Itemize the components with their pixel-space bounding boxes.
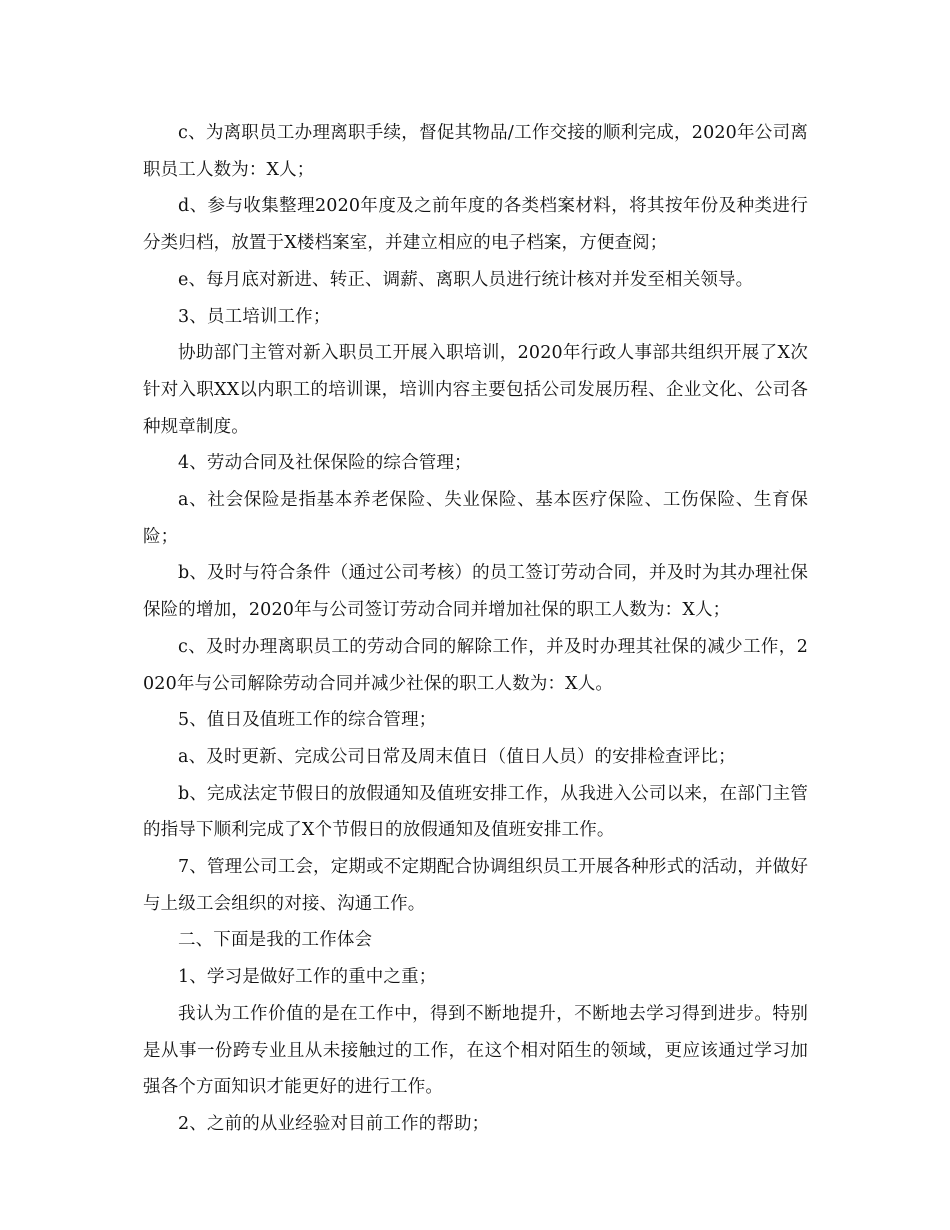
heading-learning-importance: 1、学习是做好工作的重中之重； (178, 967, 437, 988)
paragraph-contract-signing: b、及时与符合条件（通过公司考核）的员工签订劳动合同，并及时为其办理社保保险的增加，2020年与公司签订劳动合同并增加社保的职工人数为：X人； (143, 563, 808, 621)
paragraph-learning-value: 我认为工作价值的是在工作中，得到不断地提升，不断地去学习得到进步。特别是从事一份跨专业且从未接触过的工作，在这个相对陌生的领域，更应该通过学习加强各个方面知识才能更好的进行工作。 (143, 1003, 808, 1098)
document-body (143, 115, 808, 1143)
paragraph-monthly-statistics: e、每月底对新进、转正、调薪、离职人员进行统计核对并发至相关领导。 (178, 269, 754, 290)
paragraph-training-details: 协助部门主管对新入职员工开展入职培训，2020年行政人事部共组织开展了X次针对入职XX以内职工的培训课，培训内容主要包括公司发展历程、企业文化、公司各种规章制度。 (143, 343, 808, 437)
paragraph-holiday-arrangements: b、完成法定节假日的放假通知及值班安排工作，从我进入公司以来，在部门主管的指导下顺利完成了X个节假日的放假通知及值班安排工作。 (143, 783, 808, 841)
paragraph-social-insurance-definition: a、社会保险是指基本养老保险、失业保险、基本医疗保险、工伤保险、生育保险； (143, 490, 808, 547)
heading-prior-experience: 2、之前的从业经验对目前工作的帮助； (178, 1113, 490, 1134)
heading-duty-management: 5、值日及值班工作的综合管理； (178, 710, 437, 731)
heading-work-experience: 二、下面是我的工作体会 (178, 930, 373, 951)
paragraph-contract-termination: c、及时办理离职员工的劳动合同的解除工作，并及时办理其社保的减少工作，2020年与公司解除劳动合同并减少社保的职工人数为：X人。 (143, 636, 808, 694)
paragraph-duty-schedule: a、及时更新、完成公司日常及周末值日（值日人员）的安排检查评比； (178, 746, 736, 767)
paragraph-archive-management: d、参与收集整理2020年度及之前年度的各类档案材料，将其按年份及种类进行分类归档，放置于X楼档案室，并建立相应的电子档案，方便查阅； (143, 196, 808, 254)
heading-employee-training: 3、员工培训工作； (178, 306, 331, 327)
paragraph-resignation-procedures: c、为离职员工办理离职手续，督促其物品/工作交接的顺利完成，2020年公司离职员工人数为：X人； (143, 123, 808, 180)
heading-labor-contract-insurance: 4、劳动合同及社保保险的综合管理； (178, 453, 472, 474)
paragraph-labor-union: 7、管理公司工会，定期或不定期配合协调组织员工开展各种形式的活动，并做好与上级工会组织的对接、沟通工作。 (143, 857, 808, 914)
